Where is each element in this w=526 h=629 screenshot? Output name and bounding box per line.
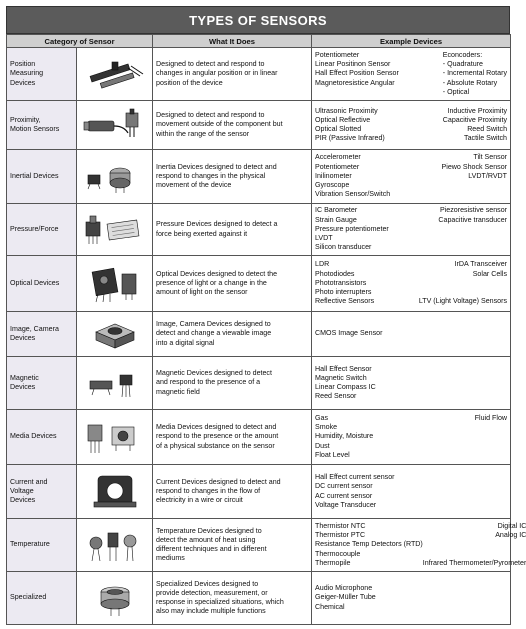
example-devices-right <box>475 414 507 460</box>
text-line: Inilinometer <box>315 171 352 180</box>
text-line: electricity in a wire or circuit <box>156 496 243 505</box>
current-sensor-icon <box>77 465 153 519</box>
text-line: response in specialized situations, which <box>156 598 284 606</box>
sensor-category <box>7 312 77 357</box>
text-line: respond to changes in the flow of <box>156 486 261 495</box>
text-line: provide detection, measurement, or <box>156 588 268 597</box>
text-line: Thermopile <box>315 558 351 567</box>
text-line: Voltage <box>10 486 34 495</box>
text-line: LVDT <box>315 234 333 243</box>
text-line: Media Devices <box>10 432 57 441</box>
example-devices-left <box>315 584 376 612</box>
table-row <box>7 572 511 625</box>
magnetic-sensor-icon <box>77 357 153 410</box>
text-line: Piewo Shock Sensor <box>441 162 508 171</box>
table-row <box>7 357 511 410</box>
linear-position-sensor-icon <box>77 48 153 101</box>
example-devices-right <box>442 153 507 199</box>
inertial-sensor-icon <box>77 150 153 204</box>
text-line: Smoke <box>315 423 338 432</box>
table-row <box>7 410 511 465</box>
example-devices-right <box>423 522 526 568</box>
text-line <box>423 550 526 559</box>
text-line: Magnetoresistice Angular <box>315 78 395 87</box>
sensor-description <box>153 204 312 256</box>
text-line: Magnetic Devices designed to detect <box>156 369 272 378</box>
text-line <box>423 540 526 549</box>
text-line: Specialized <box>10 593 47 602</box>
text-line: LVDT/RVDT <box>468 171 508 180</box>
text-line: Potentiometer <box>315 162 360 171</box>
sensor-description <box>153 357 312 410</box>
text-line: Analog IC <box>495 531 526 540</box>
sensor-category <box>7 256 77 312</box>
text-line: Devices <box>10 383 36 391</box>
sensor-types-document <box>6 6 526 625</box>
text-line: Pressure Devices designed to detect a <box>156 220 278 229</box>
table-row <box>7 256 511 312</box>
text-line: Temperature <box>10 540 50 549</box>
text-line: - Quadrature <box>442 60 483 69</box>
example-devices <box>312 101 511 150</box>
example-devices <box>312 410 511 465</box>
text-line: Tilt Sensor <box>473 153 508 162</box>
text-line: Gas <box>315 413 329 422</box>
text-line: Devices <box>10 78 36 87</box>
text-line: respond to changes in the physical <box>156 171 266 180</box>
text-line <box>419 288 507 297</box>
sensor-description <box>153 572 312 625</box>
example-devices <box>312 465 511 519</box>
sensor-description <box>153 256 312 312</box>
text-line: Voltage Transducer <box>315 500 377 509</box>
sensor-category <box>7 101 77 150</box>
text-line: movement of the device <box>156 181 232 190</box>
text-line: Image, Camera Devices designed to <box>156 320 271 329</box>
text-line: different techniques and in different <box>156 545 267 553</box>
text-line: position of the device <box>156 78 223 87</box>
text-line: Inertia Devices designed to detect and <box>156 162 277 171</box>
text-line: changes in angular position or in linear <box>156 69 278 78</box>
text-line: Resistance Temp Detectors (RTD) <box>315 540 423 549</box>
header-what-it-does: What It Does <box>153 35 312 48</box>
header-example-devices: Example Devices <box>312 35 511 48</box>
table-row <box>7 101 511 150</box>
sensor-description <box>153 519 312 572</box>
text-line: Digital IC <box>497 521 526 530</box>
text-line: LDR <box>315 260 330 269</box>
text-line: Hall Effect Position Sensor <box>315 69 399 78</box>
text-line: Vibration Sensor/Switch <box>315 190 391 199</box>
text-line: of a physical substance on the sensor <box>156 441 275 450</box>
sensor-description <box>153 410 312 465</box>
table-row <box>7 204 511 256</box>
example-devices-left <box>315 414 373 460</box>
sensor-category <box>7 204 77 256</box>
example-devices-left <box>315 107 385 144</box>
example-devices <box>312 572 511 625</box>
text-line: Linear Positinon Sensor <box>315 60 391 69</box>
table-row <box>7 48 511 101</box>
text-line: Measuring <box>10 69 44 78</box>
text-line: Solar Cells <box>472 269 508 278</box>
sensor-category <box>7 357 77 410</box>
text-line: - Absolute Rotary <box>442 78 498 87</box>
text-line: Fluid Flow <box>474 413 508 422</box>
example-devices-right <box>419 260 507 306</box>
text-line: Position <box>10 60 36 69</box>
text-line: Magnetic Switch <box>315 373 367 382</box>
text-line: Capacitive Proximity <box>442 115 508 124</box>
text-line <box>419 279 507 288</box>
text-line: PIR (Passive Infrared) <box>315 134 385 143</box>
example-devices <box>312 48 511 101</box>
table-header-row <box>7 35 511 48</box>
text-line: and respond to the presence of a <box>156 378 261 387</box>
text-line: magnetic field <box>156 387 200 396</box>
text-line: Temperature Devices designed to <box>156 526 262 535</box>
image-sensor-icon <box>77 312 153 357</box>
text-line: Optical Reflective <box>315 115 371 124</box>
text-line: Current and <box>10 477 48 486</box>
example-devices-right <box>443 107 507 144</box>
text-line: Specialized Devices designed to <box>156 579 259 588</box>
table-row <box>7 312 511 357</box>
example-devices-left <box>315 153 390 199</box>
text-line: DC current sensor <box>315 482 373 491</box>
text-line: Dust <box>315 441 330 450</box>
text-line: Humidity, Moisture <box>315 432 374 441</box>
text-line: within the range of the sensor <box>156 129 250 138</box>
text-line: Audio Microphone <box>315 584 373 593</box>
sensor-category <box>7 150 77 204</box>
text-line: Ultrasonic Proximity <box>315 106 378 115</box>
text-line: Potentiometer <box>315 50 360 59</box>
table-row <box>7 519 511 572</box>
text-line: Optical Devices <box>10 278 60 287</box>
example-devices-left <box>315 329 382 338</box>
text-line: Devices <box>10 496 36 505</box>
text-line: - Incremental Rotary <box>442 69 508 78</box>
table-row <box>7 465 511 519</box>
example-devices-left <box>315 473 395 510</box>
text-line: Hall Effect current sensor <box>315 473 395 482</box>
sensor-description <box>153 48 312 101</box>
text-line: Optical Devices designed to detect the <box>156 269 278 278</box>
text-line: Chemical <box>315 602 345 611</box>
text-line: presence of light or a change in the <box>156 278 267 287</box>
text-line: Float Level <box>315 450 350 459</box>
sensor-category <box>7 48 77 101</box>
example-devices-right <box>443 51 507 97</box>
specialized-sensor-icon <box>77 572 153 625</box>
text-line: Current Devices designed to detect and <box>156 477 281 486</box>
text-line: Proximity, <box>10 115 41 124</box>
text-line: Photodiodes <box>315 269 355 278</box>
text-line: Magnetic <box>10 373 39 382</box>
text-line: Thermistor PTC <box>315 531 366 540</box>
text-line: Linear Compass IC <box>315 383 376 391</box>
text-line: into a digital signal <box>156 338 215 347</box>
sensor-description <box>153 465 312 519</box>
sensor-category <box>7 410 77 465</box>
example-devices <box>312 519 526 572</box>
text-line: Inductive Proximity <box>447 106 508 115</box>
example-devices-left <box>315 260 374 306</box>
text-line: Reed Switch <box>467 125 508 133</box>
text-line: Thermistor NTC <box>315 521 366 530</box>
text-line: Phototransistors <box>315 278 367 287</box>
text-line: LTV (Light Voltage) Sensors <box>418 297 508 306</box>
text-line: Media Devices designed to detect and <box>156 423 277 432</box>
text-line: Capacitive transducer <box>438 215 508 224</box>
text-line: Reed Sensor <box>315 392 357 401</box>
example-devices <box>312 256 511 312</box>
example-devices-left <box>315 365 376 402</box>
text-line: Strain Gauge <box>315 215 357 224</box>
example-devices-left <box>315 206 389 252</box>
text-line: Inertial Devices <box>10 171 59 180</box>
example-devices <box>312 312 511 357</box>
text-line: also may include multiple functions <box>156 607 266 616</box>
text-line: Designed to detect and respond to <box>156 111 265 120</box>
sensor-table <box>6 34 526 625</box>
sensor-category <box>7 465 77 519</box>
text-line: detect the amount of heat using <box>156 535 256 544</box>
text-line: Tactile Switch <box>464 134 508 143</box>
text-line: respond to the presence or the amount <box>156 432 279 441</box>
sensor-category <box>7 519 77 572</box>
text-line: IC Barometer <box>315 206 358 215</box>
example-devices <box>312 204 511 256</box>
text-line: Devices <box>10 334 36 342</box>
text-line: detect and change a viewable image <box>156 329 272 338</box>
example-devices-left <box>315 51 399 97</box>
text-line: Pressure potentiometer <box>315 224 389 233</box>
sensor-description <box>153 150 312 204</box>
text-line: movement outside of the component but <box>156 120 283 129</box>
page-title: TYPES OF SENSORS <box>6 6 510 34</box>
temperature-sensor-icon <box>77 519 153 572</box>
text-line: Designed to detect and respond to <box>156 60 265 69</box>
sensor-description <box>153 312 312 357</box>
text-line: Silicon transducer <box>315 243 372 252</box>
table-row <box>7 150 511 204</box>
text-line: Thermocouple <box>315 549 361 558</box>
text-line: Accelerometer <box>315 153 361 162</box>
proximity-sensor-icon <box>77 101 153 150</box>
sensor-description <box>153 101 312 150</box>
text-line: - Optical <box>442 87 470 96</box>
text-line: mediums <box>156 554 185 563</box>
header-category: Category of Sensor <box>7 35 153 48</box>
text-line: Optical Slotted <box>315 125 362 133</box>
text-line: Reflective Sensors <box>315 297 375 306</box>
example-devices <box>312 150 511 204</box>
text-line: Photo interrupters <box>315 288 372 297</box>
text-line: Geiger-Müller Tube <box>315 593 376 602</box>
text-line: AC current sensor <box>315 491 373 500</box>
text-line: IrDA Transceiver <box>454 260 508 269</box>
text-line: Motion Sensors <box>10 125 60 133</box>
sensor-category <box>7 572 77 625</box>
text-line: Piezoresistive sensor <box>439 206 508 215</box>
text-line: Econcoders: <box>442 50 483 59</box>
text-line: CMOS Image Sensor <box>315 329 383 338</box>
text-line: Image, Camera <box>10 324 59 333</box>
text-line: force being exerted against it <box>156 229 248 238</box>
text-line: Infrared Thermometer/Pyrometer <box>422 558 526 567</box>
text-line: Hall Effect Sensor <box>315 364 372 373</box>
example-devices-right <box>438 206 507 252</box>
optical-sensor-icon <box>77 256 153 312</box>
text-line: amount of light on the sensor <box>156 288 248 297</box>
text-line: Pressure/Force <box>10 224 59 233</box>
text-line: Gyroscope <box>315 181 350 190</box>
pressure-sensor-icon <box>77 204 153 256</box>
media-sensor-icon <box>77 410 153 465</box>
example-devices <box>312 357 511 410</box>
example-devices-left <box>315 522 423 568</box>
